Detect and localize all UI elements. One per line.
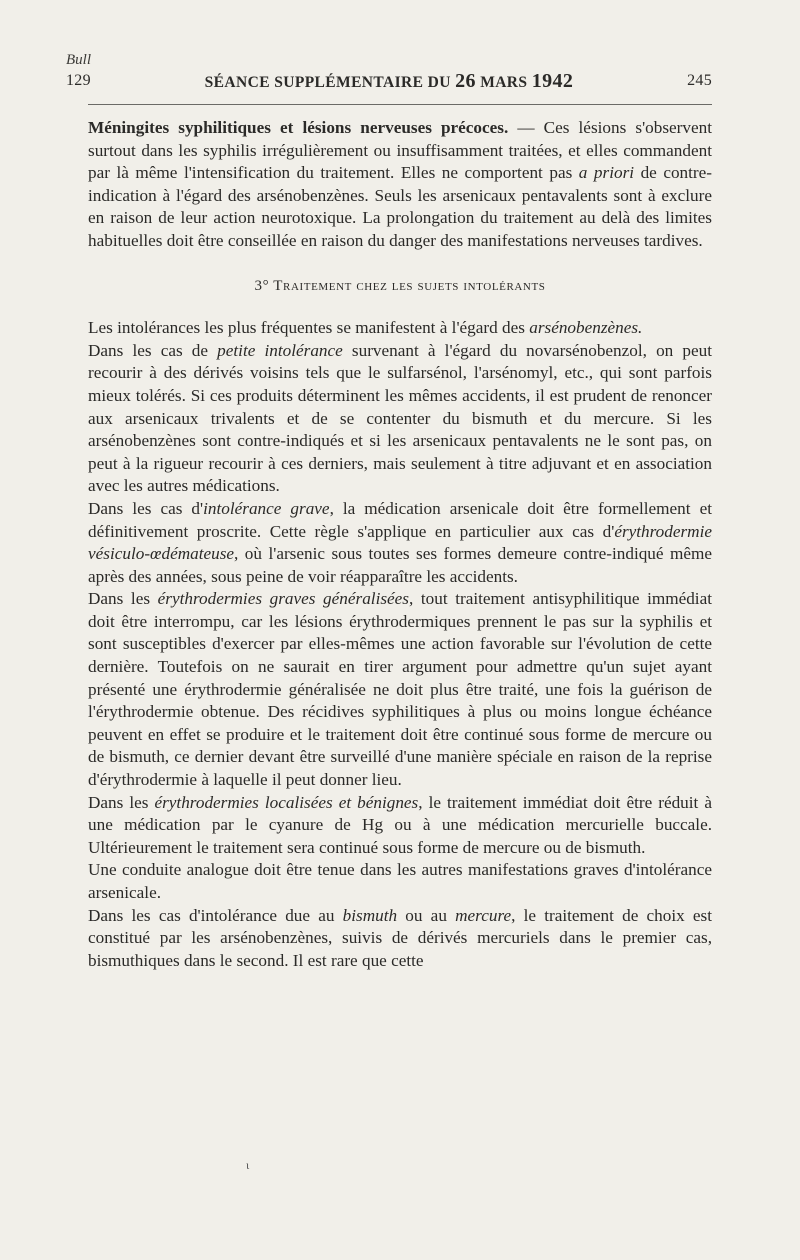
p7-italic-2: mercure (455, 905, 512, 925)
p5-italic: érythrodermies localisées et bénignes (154, 792, 419, 812)
p5-text-1: Dans les (88, 792, 155, 812)
paragraph-2 (88, 340, 712, 498)
p7-text-2: ou au (397, 905, 456, 925)
intro-text-1: — Ces lésions s'observent surtout dans les syphilis irrégulièrement ou insuffisamment traitées, et elles commandent par là même l'intensification du traitement. Elles ne comportent pas (88, 118, 712, 183)
paragraph-5 (88, 792, 712, 860)
p4-italic: érythrodermies graves généralisées (157, 589, 409, 609)
paragraph-4 (88, 588, 712, 791)
header-rule (88, 104, 712, 105)
margin-note: Bull (66, 52, 91, 68)
intro-text-2: de contre-indication à l'égard des arsénobenzènes. Seuls les arsenicaux pentavalents sont à exclure en raison de leur action neurotoxique. La prolongation du traitement au delà des limites habituelles doit être conseillée en raison du danger des manifestations nerveuses tardives. (88, 163, 712, 250)
p4-text-2: , tout traitement antisyphilitique immédiat doit être interrompu, car les lésions érythrodermiques prennent le pas sur la syphilis et sont susceptibles d'exercer par elles-mêmes une action favorable sur l'évolution de cette dernière. Toutefois on ne saurait en tirer argument pour admettre qu'un sujet ayant présenté une érythrodermie généralisée ne doit plus être traité, une fois la guérison de l'érythrodermie obtenue. Des récidives syphilitiques à plus ou moins longue échéance peuvent en effet se produire et le traitement doit être continué sous forme de mercure ou de bismuth, ce dernier devant être surveillé d'une manière spéciale en raison de la reprise d'érythrodermie à laquelle il peut donner lieu. (88, 589, 712, 790)
running-header (66, 70, 712, 96)
p7-italic-1: bismuth (342, 905, 398, 925)
intro-italic: a priori (578, 163, 635, 183)
p2-text-2: survenant à l'égard du novarsénobenzol, on peut recourir à des dérivés voisins tels que le sulfarsénol, l'arsénomyl, etc., qui sont parfois mieux tolérés. Si ces produits déterminent les mêmes accidents, il est prudent de renoncer aux arsenicaux trivalents et de se contenter du bismuth et du mercure. Si les arsénobenzènes sont contre-indiqués et si les arsenicaux pentavalents ne le sont pas, on peut à la rigueur recourir à ces derniers, mais seulement à titre adjuvant et en association avec les autres médications. (88, 340, 712, 496)
p3-italic-1: intolérance grave (203, 498, 330, 518)
p2-italic: petite intolérance (217, 340, 343, 360)
p7-text-1: Dans les cas d'intolérance due au (88, 905, 343, 925)
p5-text-2: , le traitement immédiat doit être réduit à une médication par le cyanure de Hg ou à une médication mercurielle buccale. Ultérieurement le traitement sera continué sous forme de mercure ou de bismuth. (88, 792, 712, 857)
paragraph-3 (88, 498, 712, 588)
p3-text-1: Dans les cas d' (88, 498, 204, 518)
header-year: 1942 (531, 70, 574, 92)
p1-text: Les intolérances les plus fréquentes se manifestent à l'égard des (88, 318, 530, 338)
p4-text-1: Dans les (88, 589, 158, 609)
body-text (88, 117, 712, 972)
paragraph-intro (88, 117, 712, 253)
p3-text-3: , où l'arsenic sous toutes ses formes demeure contre-indiqué même après des années, sous peine de voir réapparaître les accidents. (88, 544, 712, 586)
header-day: 26 (455, 70, 476, 92)
p2-text-1: Dans les cas de (88, 340, 218, 360)
section-title: 3° Traitement chez les sujets intolérants (254, 277, 546, 294)
p3-text-2: , la médication arsenicale doit être formellement et définitivement proscrite. Cette règle s'applique en particulier aux cas d' (88, 498, 712, 541)
p7-text-3: , le traitement de choix est constitué par les arsénobenzènes, suivis de dérivés mercuriels dans le premier cas, bismuthiques dans le second. Il est rare que cette (88, 905, 713, 970)
page-number-left: 129 (66, 72, 91, 89)
paragraph-1 (88, 317, 712, 340)
p1-italic: arsénobenzènes. (529, 318, 643, 338)
p3-italic-2: érythrodermie vésiculo-œdémateuse (88, 521, 712, 564)
header-title (66, 70, 712, 93)
intro-heading: Méningites syphilitiques et lésions nerveuses précoces. (88, 118, 509, 137)
paragraph-7 (88, 905, 712, 973)
paragraph-6: Une conduite analogue doit être tenue dans les autres manifestations graves d'intolérance arsenicale. (88, 860, 712, 902)
page-number-right: 245 (687, 72, 712, 89)
header-title-prefix: SÉANCE SUPPLÉMENTAIRE DU (204, 74, 451, 91)
footer-mark: ι (246, 1158, 250, 1172)
header-month: MARS (480, 74, 528, 91)
